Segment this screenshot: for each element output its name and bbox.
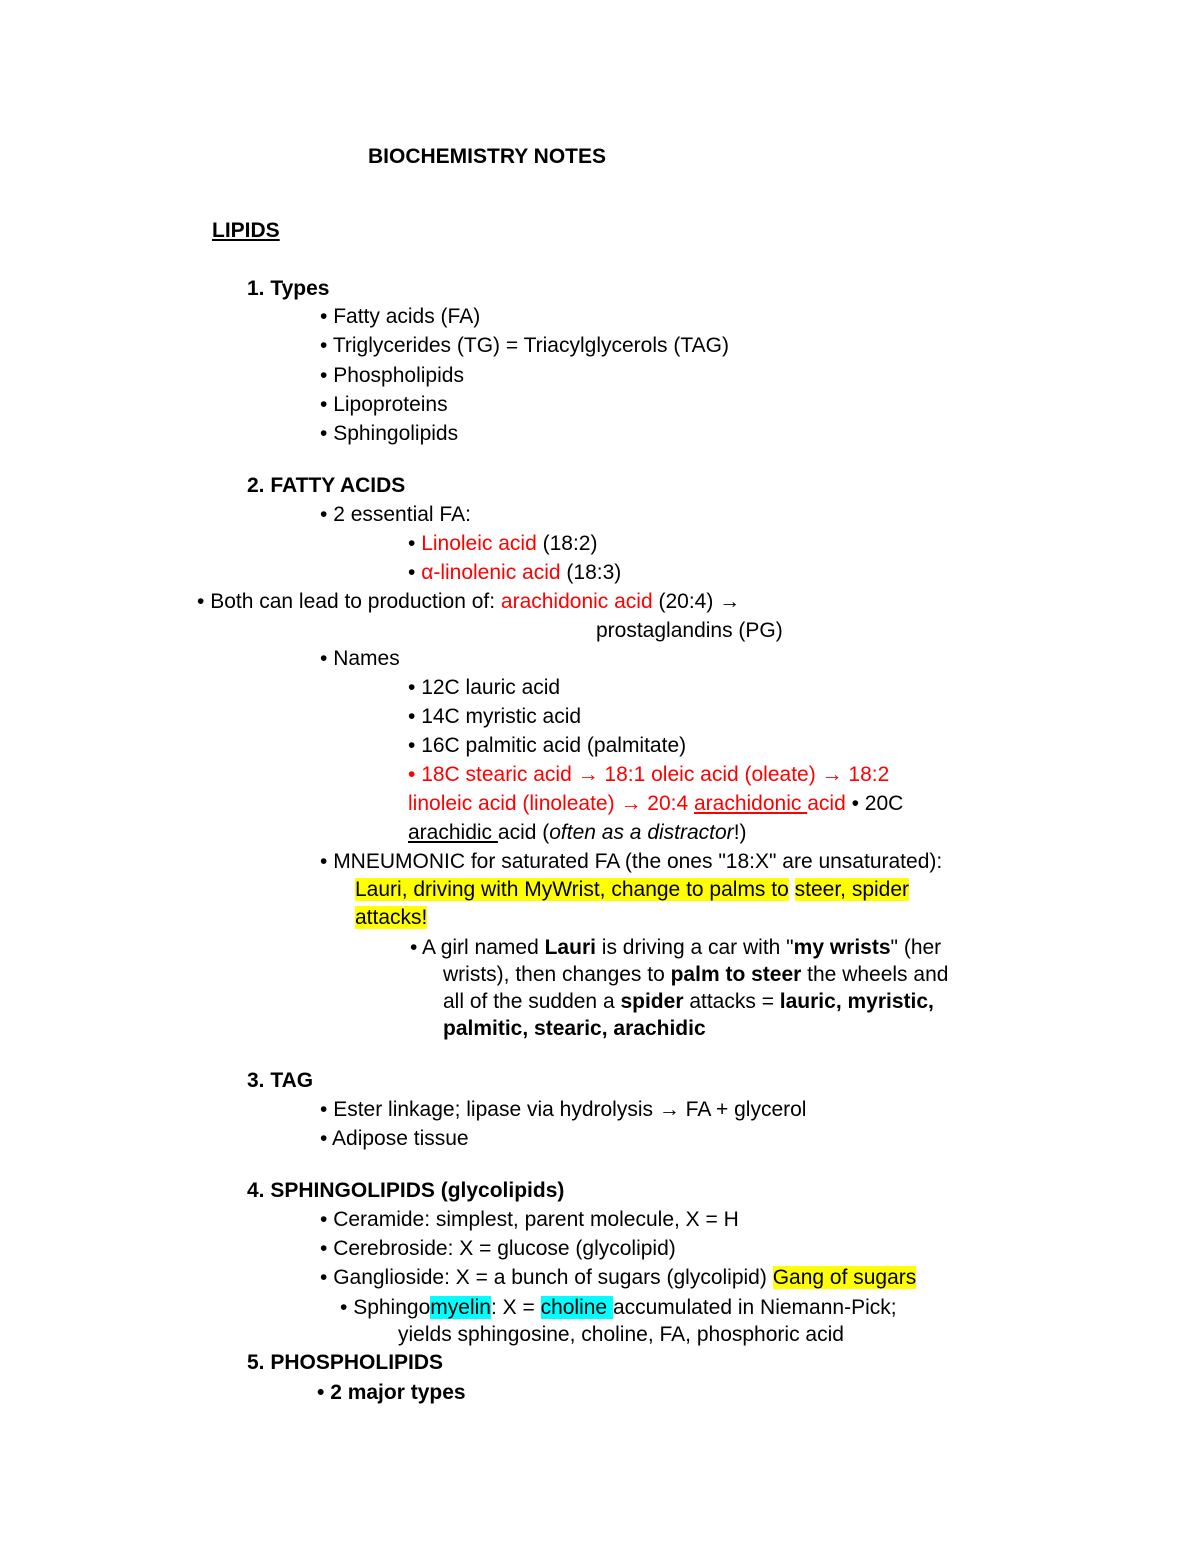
list-item: • 14C myristic acid bbox=[408, 705, 582, 728]
story-line: • A girl named Lauri is driving a car with "my wrists" (her bbox=[410, 936, 942, 959]
linolenic-acid-term: α-linolenic acid bbox=[421, 561, 561, 584]
list-item: • 18C stearic acid → 18:1 oleic acid (oleate) → 18:2 bbox=[408, 763, 890, 786]
list-item: • Fatty acids (FA) bbox=[320, 305, 481, 328]
story-line: all of the sudden a spider attacks = lauric, myristic, bbox=[443, 990, 934, 1013]
story-line: palmitic, stearic, arachidic bbox=[443, 1017, 706, 1040]
heading-phospholipids: 5. PHOSPHOLIPIDS bbox=[247, 1351, 444, 1374]
list-item: • 16C palmitic acid (palmitate) bbox=[408, 734, 687, 757]
mnemonic-line: Lauri, driving with MyWrist, change to palms to steer, spider bbox=[355, 878, 910, 901]
list-item: • Triglycerides (TG) = Triacylglycerols (TAG) bbox=[320, 334, 729, 357]
list-item: • Adipose tissue bbox=[320, 1127, 469, 1150]
list-item: • Sphingolipids bbox=[320, 422, 459, 445]
gang-of-sugars-highlight: Gang of sugars bbox=[772, 1266, 917, 1289]
heading-types: 1. Types bbox=[247, 277, 330, 300]
arachidonic-acid-term: arachidonic acid bbox=[500, 590, 653, 613]
page-title: BIOCHEMISTRY NOTES bbox=[368, 145, 607, 168]
sphingomyelin-detail: yields sphingosine, choline, FA, phosphoric acid bbox=[398, 1323, 844, 1346]
list-item: • 12C lauric acid bbox=[408, 676, 561, 699]
list-item: • α-linolenic acid (18:3) bbox=[408, 561, 622, 584]
list-item: • Linoleic acid (18:2) bbox=[408, 532, 598, 555]
list-item: • Cerebroside: X = glucose (glycolipid) bbox=[320, 1237, 676, 1260]
list-item: • Names bbox=[320, 647, 400, 670]
prostaglandins-line: prostaglandins (PG) bbox=[596, 619, 783, 642]
list-item: • Ester linkage; lipase via hydrolysis → FA + glycerol bbox=[320, 1098, 807, 1121]
linoleic-acid-term: Linoleic acid bbox=[421, 532, 537, 555]
heading-sphingolipids: 4. SPHINGOLIPIDS (glycolipids) bbox=[247, 1179, 565, 1202]
list-item: • Ceramide: simplest, parent molecule, X = H bbox=[320, 1208, 739, 1231]
story-line: wrists), then changes to palm to steer the wheels and bbox=[443, 963, 949, 986]
heading-fatty-acids: 2. FATTY ACIDS bbox=[247, 474, 406, 497]
list-item: • 2 essential FA: bbox=[320, 503, 471, 526]
heading-tag: 3. TAG bbox=[247, 1069, 314, 1092]
list-item: • MNEUMONIC for saturated FA (the ones "18:X" are unsaturated): bbox=[320, 850, 943, 873]
arachidic-line: arachidic acid (often as a distractor!) bbox=[408, 821, 747, 844]
list-item: • Both can lead to production of: arachidonic acid (20:4) → bbox=[197, 590, 741, 613]
section-heading-lipids: LIPIDS bbox=[212, 219, 280, 242]
list-item: • 2 major types bbox=[317, 1381, 466, 1404]
list-item: • Ganglioside: X = a bunch of sugars (glycolipid) Gang of sugars bbox=[320, 1266, 917, 1289]
list-item: • Phospholipids bbox=[320, 364, 464, 387]
fatty-acid-chain-line: linoleic acid (linoleate) → 20:4 arachidonic acid • 20C bbox=[408, 792, 904, 815]
list-item: • Lipoproteins bbox=[320, 393, 448, 416]
list-item: • Sphingomyelin: X = choline accumulated in Niemann-Pick; bbox=[340, 1296, 897, 1319]
mnemonic-line: attacks! bbox=[355, 906, 428, 929]
